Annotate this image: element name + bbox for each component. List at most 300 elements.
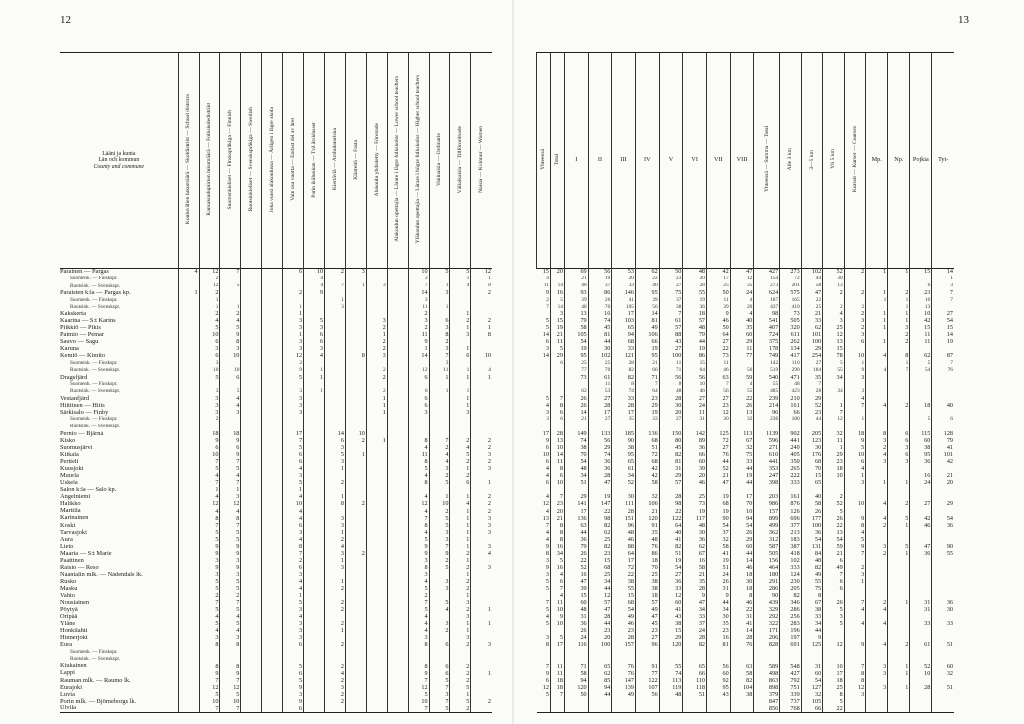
table-cell: 5	[199, 325, 220, 332]
table-cell	[844, 649, 866, 656]
table-cell	[910, 424, 932, 431]
table-cell: 751	[780, 684, 802, 691]
table-cell	[471, 536, 492, 543]
table-cell	[823, 628, 845, 635]
table-cell	[345, 649, 366, 656]
table-cell: 98	[659, 501, 683, 508]
table-cell: 9	[707, 311, 731, 318]
col-pupils-girls: Tyt-	[932, 53, 954, 269]
table-cell	[345, 466, 366, 473]
table-row	[537, 515, 955, 522]
table-cell	[550, 649, 564, 656]
table-cell: 3	[220, 409, 241, 416]
table-cell: 121	[612, 353, 636, 360]
table-cell: 6	[550, 473, 564, 480]
table-cell	[178, 684, 199, 691]
table-cell: 2	[450, 550, 471, 557]
table-cell	[304, 621, 325, 628]
table-cell	[366, 550, 387, 557]
table-cell	[550, 698, 564, 705]
table-cell: 18	[823, 677, 845, 684]
table-cell: 3	[471, 529, 492, 536]
table-cell: 17	[730, 494, 754, 501]
table-cell: 9	[408, 550, 429, 557]
table-cell: 7	[220, 480, 241, 487]
table-cell: 5	[429, 705, 450, 712]
table-row	[537, 290, 955, 297]
table-cell: 9	[707, 593, 731, 600]
table-cell: 14	[932, 332, 954, 339]
table-cell	[429, 416, 450, 423]
table-cell: 21	[564, 416, 588, 423]
table-row	[60, 494, 492, 501]
table-cell: 1	[429, 494, 450, 501]
table-cell: 10	[542, 451, 549, 459]
table-cell: 2	[450, 459, 471, 466]
table-cell	[241, 438, 262, 445]
table-cell: 6	[283, 269, 304, 276]
table-cell: 13	[823, 339, 845, 346]
table-cell: 180	[780, 416, 802, 423]
table-cell: 6	[910, 283, 932, 290]
table-cell: 6	[199, 339, 220, 346]
table-cell	[345, 473, 366, 480]
table-cell: 3	[408, 635, 429, 642]
table-cell	[932, 656, 954, 663]
table-cell	[178, 593, 199, 600]
table-cell: 2	[429, 508, 450, 515]
table-cell: 3	[823, 318, 845, 325]
table-cell	[823, 480, 845, 487]
table-cell	[888, 416, 910, 423]
table-cell: 3	[220, 557, 241, 564]
table-cell: 16	[550, 290, 564, 297]
table-cell: 2	[866, 550, 888, 557]
table-cell: 32	[932, 670, 954, 677]
table-cell	[178, 691, 199, 698]
table-cell	[932, 409, 954, 416]
table-cell	[178, 353, 199, 360]
table-row	[537, 367, 955, 374]
table-cell	[366, 494, 387, 501]
table-cell	[220, 360, 241, 367]
table-cell: 1	[450, 593, 471, 600]
table-cell	[262, 332, 283, 339]
table-cell: 68	[588, 564, 612, 571]
table-cell: 18	[823, 466, 845, 473]
table-cell: 60	[932, 663, 954, 670]
table-cell	[366, 642, 387, 649]
table-cell	[366, 311, 387, 318]
table-cell	[471, 297, 492, 304]
table-cell: 1	[888, 684, 910, 691]
table-cell: 14	[550, 283, 564, 290]
table-cell: 3	[199, 395, 220, 402]
table-cell: 100	[801, 339, 823, 346]
table-cell	[866, 332, 888, 339]
table-cell: 125	[801, 642, 823, 649]
table-cell: 12	[408, 367, 429, 374]
table-cell: 5	[429, 564, 450, 571]
table-cell	[471, 628, 492, 635]
table-cell: 9	[283, 698, 304, 705]
table-row	[60, 269, 492, 276]
table-cell: 6	[545, 338, 549, 346]
table-cell: 105	[612, 304, 636, 311]
table-row	[537, 508, 955, 515]
table-cell: 9	[220, 452, 241, 459]
commune-name: Suomenk. — Finskspr.	[70, 649, 118, 655]
table-cell: 4	[866, 367, 888, 374]
table-cell	[304, 304, 325, 311]
table-row	[60, 529, 492, 536]
table-cell	[537, 656, 551, 663]
table-cell	[325, 402, 346, 409]
table-cell: 11	[543, 282, 549, 289]
table-cell: 2	[408, 593, 429, 600]
table-row	[60, 318, 492, 325]
table-row	[537, 536, 955, 543]
table-cell	[387, 642, 408, 649]
page-gutter	[512, 0, 514, 724]
table-cell	[304, 705, 325, 712]
table-cell	[345, 402, 366, 409]
table-cell	[345, 698, 366, 705]
table-cell: 14	[730, 557, 754, 564]
table-cell	[866, 614, 888, 621]
table-cell: 79	[932, 438, 954, 445]
table-row	[60, 304, 492, 311]
table-cell	[550, 656, 564, 663]
table-cell: 4	[866, 607, 888, 614]
table-cell: 8	[408, 480, 429, 487]
table-cell	[910, 529, 932, 536]
table-cell: 3	[471, 466, 492, 473]
table-cell: 1	[345, 452, 366, 459]
table-cell	[304, 691, 325, 698]
table-cell	[932, 564, 954, 571]
table-cell: 29	[564, 494, 588, 501]
table-cell: 10	[910, 297, 932, 304]
table-cell: 10	[429, 501, 450, 508]
table-cell	[241, 339, 262, 346]
table-cell: 8	[283, 543, 304, 550]
table-cell: 3	[429, 529, 450, 536]
left-statistics-table	[60, 52, 492, 713]
table-cell	[550, 276, 564, 283]
table-cell: 9	[220, 550, 241, 557]
table-cell: 7	[408, 677, 429, 684]
table-cell: 2	[823, 290, 845, 297]
table-cell: 115	[910, 431, 932, 438]
table-cell	[304, 445, 325, 452]
table-cell	[387, 367, 408, 374]
table-row	[60, 564, 492, 571]
table-cell	[730, 360, 754, 367]
table-row	[537, 438, 955, 445]
table-cell	[262, 698, 283, 705]
table-cell	[866, 473, 888, 480]
table-cell	[387, 579, 408, 586]
table-cell: 15	[932, 325, 954, 332]
table-cell: 76	[730, 642, 754, 649]
table-cell: 624	[754, 290, 780, 297]
table-cell: 23	[801, 409, 823, 416]
table-cell	[262, 649, 283, 656]
table-cell: 61	[910, 642, 932, 649]
table-cell: 29	[588, 445, 612, 452]
table-cell	[866, 416, 888, 423]
table-cell: 271	[754, 445, 780, 452]
table-cell	[932, 304, 954, 311]
table-cell: 122	[659, 515, 683, 522]
table-cell: 17	[283, 431, 304, 438]
table-cell	[801, 487, 823, 494]
table-cell	[471, 304, 492, 311]
table-cell: 102	[801, 269, 823, 276]
table-cell: 40	[932, 402, 954, 409]
table-cell: 439	[754, 600, 780, 607]
table-cell: 1	[844, 416, 866, 423]
table-cell	[932, 388, 954, 395]
table-cell: 3	[283, 473, 304, 480]
table-cell	[178, 663, 199, 670]
table-cell	[241, 501, 262, 508]
table-cell: 5	[450, 698, 471, 705]
table-cell: 8	[550, 522, 564, 529]
table-cell: 36	[932, 600, 954, 607]
table-cell: 51	[659, 550, 683, 557]
table-cell	[366, 579, 387, 586]
table-cell: 8	[612, 381, 636, 388]
table-cell	[366, 431, 387, 438]
table-cell: 5	[220, 325, 241, 332]
table-cell	[304, 311, 325, 318]
table-cell	[537, 649, 551, 656]
table-cell: 14	[635, 311, 659, 318]
table-cell: 40	[730, 318, 754, 325]
table-cell	[471, 311, 492, 318]
table-cell	[866, 424, 888, 431]
table-row	[537, 466, 955, 473]
table-cell: 3	[199, 402, 220, 409]
table-cell: 11	[910, 339, 932, 346]
table-cell: 113	[730, 431, 754, 438]
table-cell: 61	[659, 318, 683, 325]
table-cell	[241, 677, 262, 684]
table-cell: 5	[545, 317, 549, 325]
table-cell: 6	[283, 670, 304, 677]
table-cell	[178, 283, 199, 290]
table-cell: 4	[545, 529, 549, 536]
table-cell	[888, 283, 910, 290]
table-cell: 134	[780, 346, 802, 353]
table-cell	[471, 395, 492, 402]
table-cell: 5	[429, 600, 450, 607]
table-cell	[866, 374, 888, 381]
table-cell	[178, 416, 199, 423]
table-cell: 1	[199, 297, 220, 304]
table-cell: 417	[780, 353, 802, 360]
table-cell: 9	[844, 515, 866, 522]
table-cell: 1	[450, 515, 471, 522]
table-cell: 12	[844, 684, 866, 691]
table-cell: 10	[730, 508, 754, 515]
table-cell	[707, 424, 731, 431]
table-cell: 291	[754, 579, 780, 586]
table-cell	[932, 593, 954, 600]
table-cell: 72	[707, 438, 731, 445]
table-cell: 54	[932, 318, 954, 325]
table-cell	[471, 572, 492, 579]
table-cell: 2	[546, 296, 549, 303]
table-cell: 2	[450, 677, 471, 684]
table-cell: 60	[564, 600, 588, 607]
table-cell	[178, 381, 199, 388]
table-cell	[178, 459, 199, 466]
table-cell: 2	[450, 663, 471, 670]
table-cell	[304, 628, 325, 635]
table-cell	[262, 311, 283, 318]
table-cell: 4	[283, 466, 304, 473]
table-cell: 67	[801, 600, 823, 607]
table-cell: 5	[429, 677, 450, 684]
table-cell: 3	[199, 388, 220, 395]
table-cell	[387, 621, 408, 628]
table-cell: 82	[612, 367, 636, 374]
table-cell: 2	[450, 607, 471, 614]
table-cell	[635, 649, 659, 656]
table-cell	[241, 473, 262, 480]
table-cell: 29	[932, 501, 954, 508]
table-cell: 3	[866, 663, 888, 670]
table-cell	[910, 487, 932, 494]
table-cell	[471, 346, 492, 353]
table-cell: 4	[408, 529, 429, 536]
table-cell: 2	[345, 550, 366, 557]
table-row	[537, 360, 955, 367]
table-cell: 91	[635, 522, 659, 529]
table-cell: 1	[283, 332, 304, 339]
table-cell: 113	[659, 677, 683, 684]
table-cell: 10	[345, 431, 366, 438]
table-cell: 387	[780, 543, 802, 550]
table-cell: 20	[683, 473, 707, 480]
table-cell	[178, 346, 199, 353]
table-cell	[888, 621, 910, 628]
table-cell	[866, 529, 888, 536]
table-cell: 86	[635, 550, 659, 557]
table-cell: 1	[844, 473, 866, 480]
table-cell	[345, 628, 366, 635]
table-cell: 14	[542, 353, 549, 360]
table-cell: 8	[844, 677, 866, 684]
table-cell	[471, 381, 492, 388]
table-cell	[801, 424, 823, 431]
table-cell	[844, 297, 866, 304]
table-cell: 3	[408, 318, 429, 325]
table-cell	[199, 649, 220, 656]
table-cell: 3	[325, 459, 346, 466]
table-cell: 7	[550, 691, 564, 698]
table-cell	[932, 614, 954, 621]
table-cell	[199, 381, 220, 388]
table-cell	[366, 684, 387, 691]
table-cell	[241, 283, 262, 290]
table-cell	[932, 557, 954, 564]
table-cell	[730, 649, 754, 656]
table-cell	[366, 487, 387, 494]
table-cell: 63	[564, 522, 588, 529]
table-cell: 5	[429, 515, 450, 522]
table-cell: 98	[754, 311, 780, 318]
col-class-6: VI	[683, 53, 707, 269]
table-cell	[325, 572, 346, 579]
table-row	[537, 677, 955, 684]
table-row	[60, 409, 492, 416]
table-cell: 6	[823, 586, 845, 593]
table-cell: 30	[612, 494, 636, 501]
table-row	[60, 388, 492, 395]
table-cell	[262, 487, 283, 494]
table-cell: 6	[220, 445, 241, 452]
table-cell	[429, 276, 450, 283]
table-cell: 23	[635, 628, 659, 635]
table-cell	[283, 424, 304, 431]
table-cell	[754, 656, 780, 663]
table-cell: 2	[220, 311, 241, 318]
table-cell	[450, 431, 471, 438]
table-cell: 161	[780, 402, 802, 409]
table-cell	[564, 424, 588, 431]
table-cell: 3	[283, 628, 304, 635]
table-row	[537, 663, 955, 670]
table-cell: 792	[780, 677, 802, 684]
table-cell	[366, 424, 387, 431]
table-cell: 127	[801, 684, 823, 691]
table-cell	[366, 607, 387, 614]
table-cell: 54	[612, 607, 636, 614]
table-cell: 9	[429, 550, 450, 557]
table-cell	[588, 656, 612, 663]
table-cell	[823, 593, 845, 600]
table-cell: 15	[683, 360, 707, 367]
table-cell: 3	[408, 409, 429, 416]
table-cell	[241, 480, 262, 487]
table-cell: 7	[545, 522, 549, 529]
col-ordinary: Vakinaisia — Ordinarie	[429, 53, 450, 269]
table-cell: 1	[450, 395, 471, 402]
table-cell	[471, 473, 492, 480]
table-cell: 2	[366, 339, 387, 346]
table-cell: 38	[635, 579, 659, 586]
table-cell: 13	[823, 529, 845, 536]
table-cell: 26	[823, 515, 845, 522]
table-cell: 8	[325, 501, 346, 508]
table-cell	[888, 466, 910, 473]
table-cell: 7	[932, 297, 954, 304]
table-cell: 42	[932, 459, 954, 466]
table-cell: 5	[545, 578, 549, 585]
table-cell: 3	[866, 684, 888, 691]
table-cell: 3	[408, 297, 429, 304]
table-cell: 6	[932, 416, 954, 423]
table-cell: 22	[588, 508, 612, 515]
right-statistics-table	[536, 52, 954, 713]
table-cell: 38	[612, 445, 636, 452]
table-cell: 3	[545, 634, 549, 642]
table-row	[60, 381, 492, 388]
